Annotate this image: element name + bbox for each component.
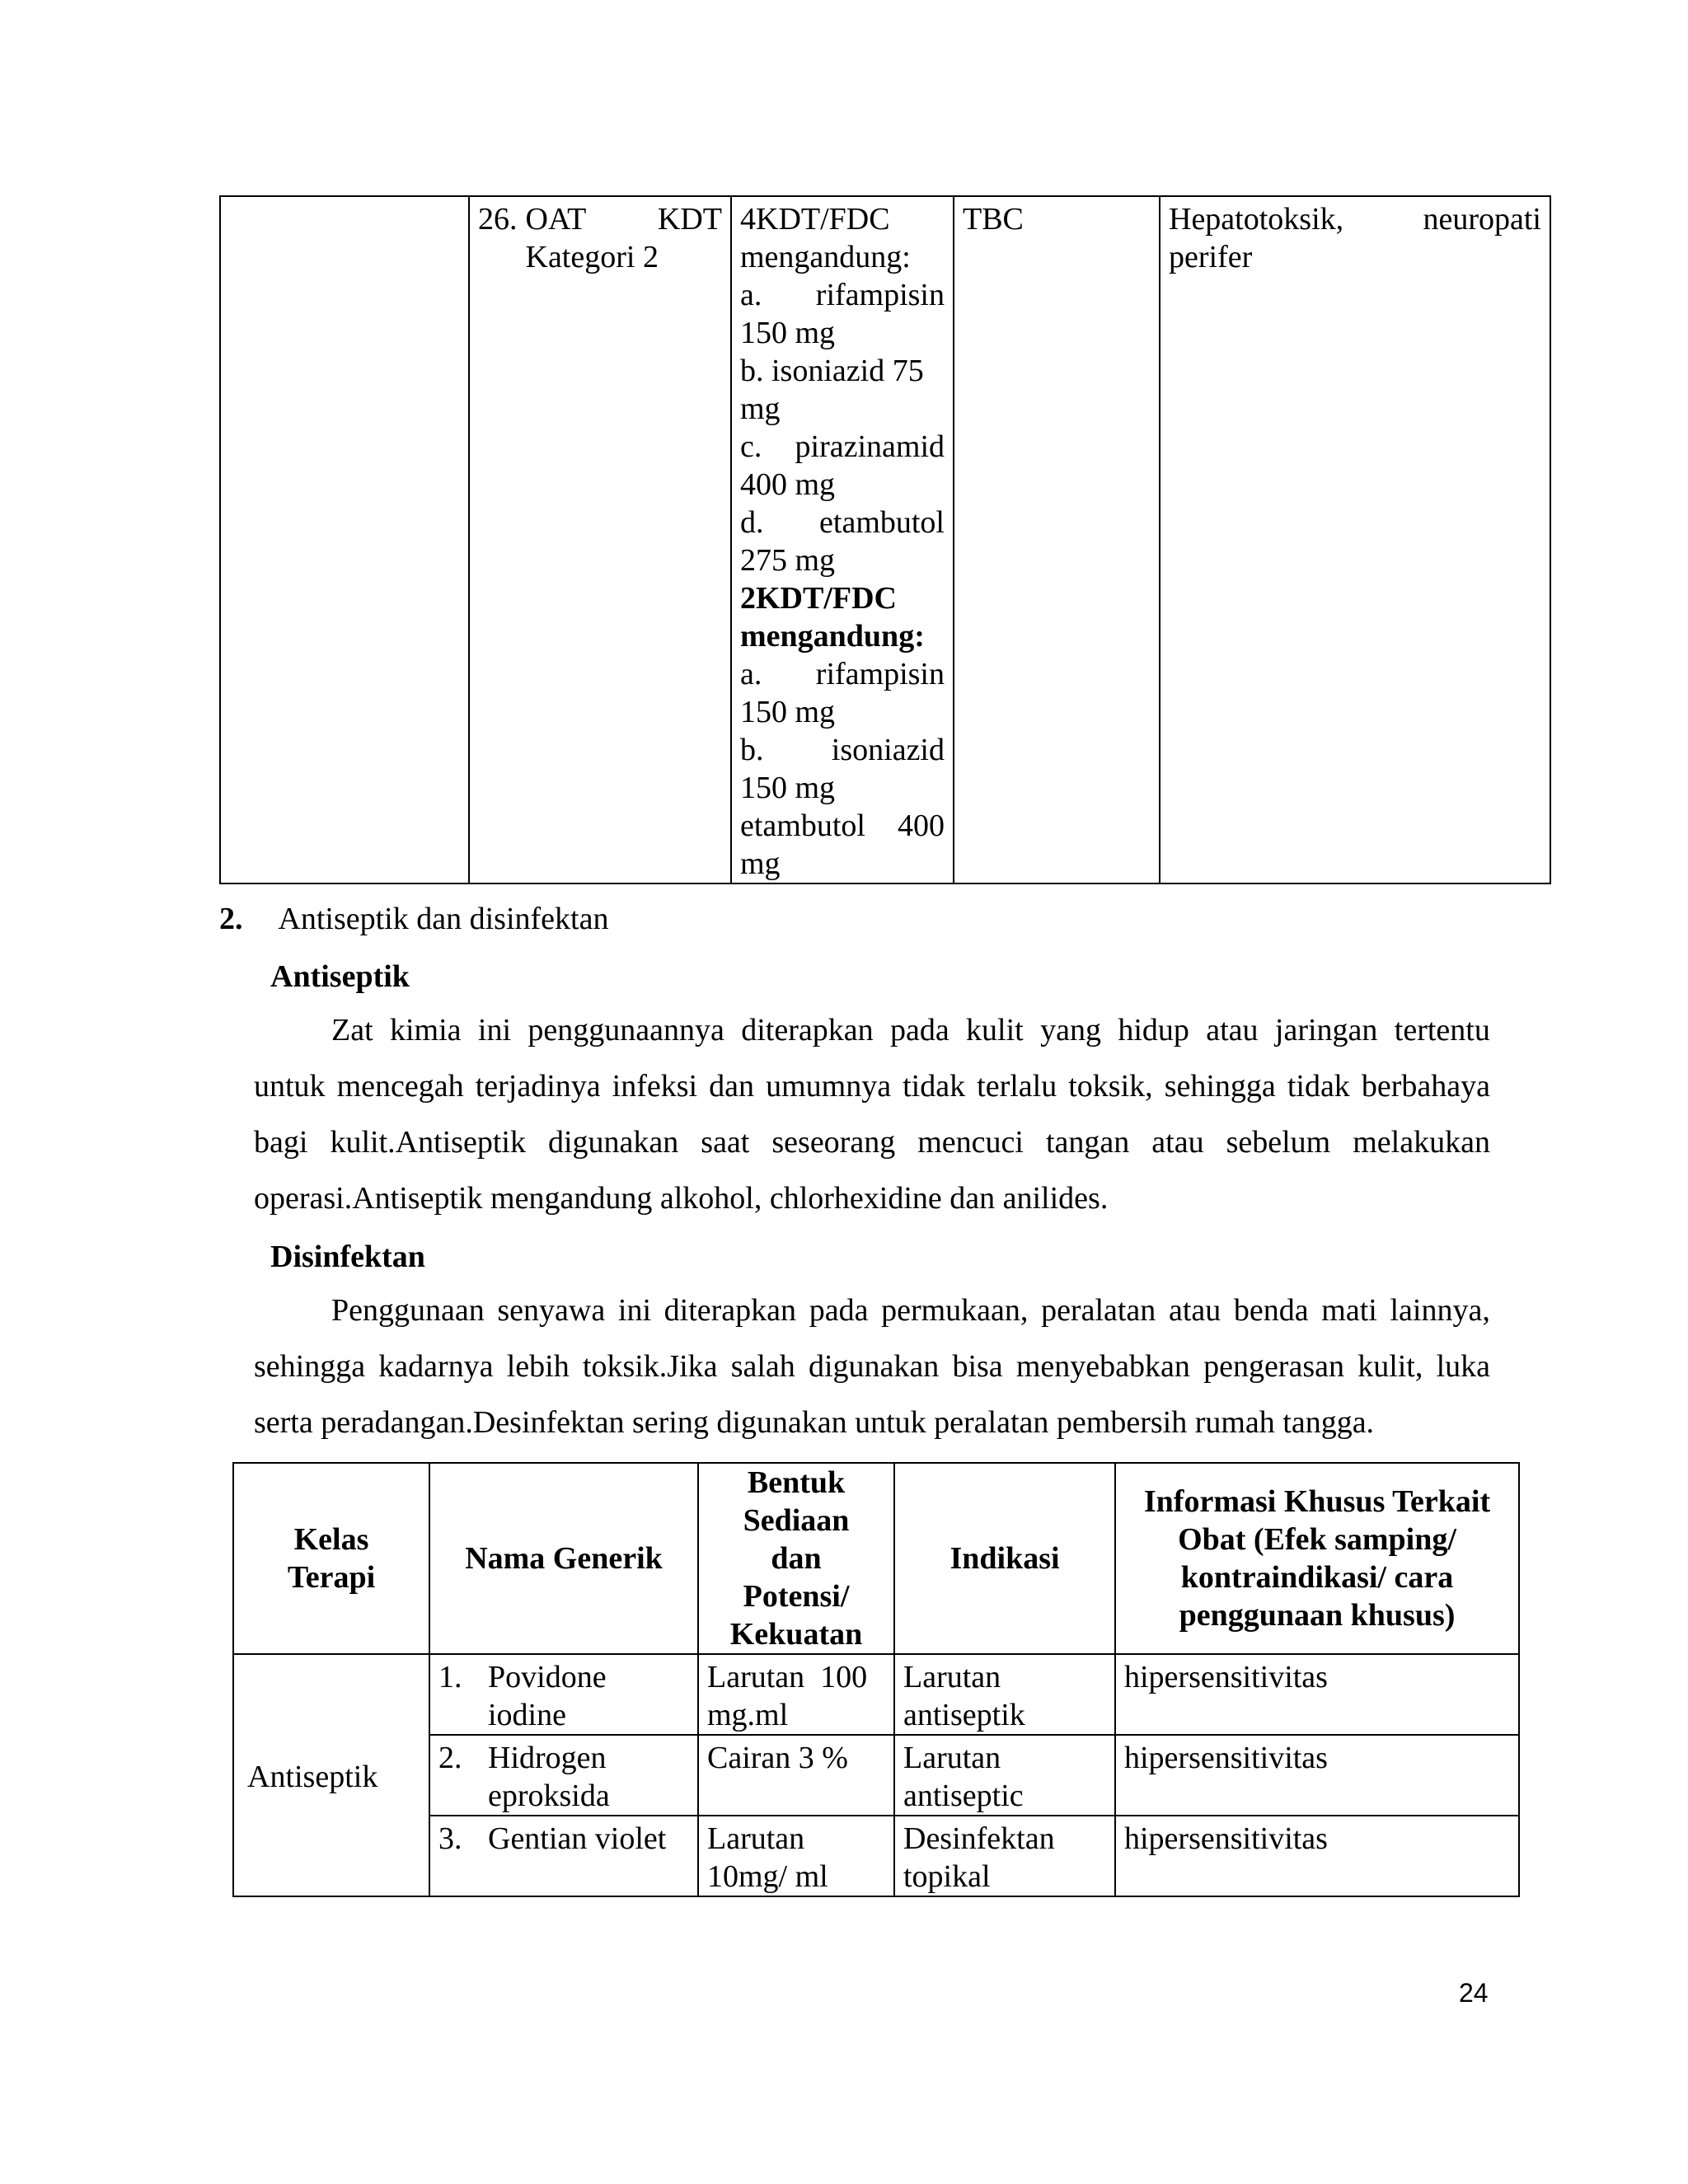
bentuk-line: mengandung:: [740, 619, 925, 654]
header-text: Terapi: [287, 1560, 376, 1595]
indikasi-text: Larutan: [903, 1660, 1001, 1694]
bentuk-text: c.: [740, 429, 762, 464]
kelas-terapi-cell: [220, 196, 469, 883]
bentuk-line: 275 mg: [740, 543, 836, 578]
word: diterapkan: [741, 1013, 874, 1047]
word: kulit,: [1357, 1349, 1423, 1384]
word: ini: [617, 1293, 652, 1328]
bentuk-text: mg.ml: [707, 1698, 789, 1732]
word: atau: [1151, 1125, 1204, 1160]
bentuk-line: 2KDT/FDC: [740, 581, 897, 616]
nama-text: Gentian violet: [488, 1821, 667, 1856]
antiseptik-table: [232, 1462, 1520, 1897]
word: tertentu: [1394, 1013, 1490, 1047]
bentuk-line: 150 mg: [740, 316, 836, 350]
nama-generik-text: KDT: [657, 202, 722, 237]
header-text: kontraindikasi/ cara: [1180, 1560, 1454, 1595]
paragraph-line: [254, 1282, 1490, 1338]
word: seseorang: [771, 1125, 896, 1160]
word: bisa: [952, 1349, 1003, 1384]
word: kadarnya: [378, 1349, 494, 1384]
section-number: 2.: [219, 902, 243, 936]
informasi-khusus-cell: hipersensitivitas: [1115, 1816, 1519, 1896]
info-text: perifer: [1169, 240, 1253, 274]
header-text: Nama Generik: [465, 1541, 663, 1576]
word: terlalu: [977, 1069, 1057, 1104]
indikasi-text: antiseptic: [903, 1779, 1024, 1813]
word: digunakan: [808, 1349, 940, 1384]
nama-generik-cell: [429, 1735, 698, 1816]
header-informasi-khusus: [1115, 1463, 1519, 1654]
word: mencuci: [917, 1125, 1024, 1160]
bentuk-line: mg: [740, 846, 781, 881]
table-header-row: [233, 1463, 1519, 1654]
word: kulit.Antiseptik: [330, 1125, 526, 1160]
bentuk-line: 4KDT/FDC: [740, 202, 890, 237]
word: infeksi: [612, 1069, 698, 1104]
word: toksik.Jika: [582, 1349, 718, 1384]
word: Zat: [331, 1013, 373, 1047]
indikasi-text: Larutan: [903, 1741, 1001, 1775]
word: kimia: [390, 1013, 462, 1047]
header-text: Sediaan: [743, 1503, 850, 1538]
word: yang: [1040, 1013, 1101, 1047]
word: senyawa: [497, 1293, 606, 1328]
bentuk-line: [740, 428, 945, 466]
header-kelas-terapi: [233, 1463, 429, 1654]
word: untuk: [254, 1069, 326, 1104]
nama-generik-cell: [429, 1816, 698, 1896]
word: menyebabkan: [1015, 1349, 1190, 1384]
word: luka: [1436, 1349, 1490, 1384]
bentuk-text: etambutol: [819, 505, 945, 540]
header-text: Bentuk: [747, 1465, 846, 1500]
bentuk-line: mengandung:: [740, 240, 911, 274]
indikasi-text: TBC: [963, 202, 1024, 237]
paragraph-line: operasi.Antiseptik mengandung alkohol, chlorhexidine dan anilides.: [254, 1181, 1109, 1216]
word: penggunaannya: [528, 1013, 724, 1047]
bentuk-sediaan-cell: [698, 1654, 894, 1735]
info-text: Hepatotoksik,: [1169, 202, 1344, 237]
bentuk-text: a.: [740, 278, 762, 312]
paragraph-line: serta peradangan.Desinfektan sering digunakan untuk peralatan pembersih rumah tangga.: [254, 1405, 1375, 1440]
header-text: Kekuatan: [729, 1617, 863, 1652]
word: melakukan: [1353, 1125, 1490, 1160]
bentuk-text: Cairan 3 %: [707, 1741, 848, 1775]
header-indikasi: [894, 1463, 1115, 1654]
word: ini: [477, 1013, 512, 1047]
word: sehingga: [1164, 1069, 1276, 1104]
word: permukaan,: [881, 1293, 1029, 1328]
header-text: Indikasi: [950, 1541, 1060, 1576]
header-text: Kelas: [293, 1522, 369, 1557]
info-text: neuropati: [1423, 202, 1541, 237]
bentuk-text: rifampisin: [815, 657, 945, 691]
bentuk-text: Larutan 100: [707, 1660, 868, 1694]
bentuk-text: 10mg/ ml: [707, 1859, 828, 1894]
bentuk-text: isoniazid: [831, 733, 945, 767]
header-text: Potensi/: [743, 1579, 850, 1614]
indikasi-text: antiseptik: [903, 1698, 1025, 1732]
bentuk-line: [740, 655, 945, 693]
bentuk-text: b.: [740, 733, 764, 767]
paragraph-line: [254, 1114, 1490, 1170]
page-number: 24: [1459, 1978, 1489, 2008]
word: diterapkan: [663, 1293, 797, 1328]
word: tidak: [1287, 1069, 1350, 1104]
bentuk-text: a.: [740, 657, 762, 691]
bentuk-line: [740, 504, 945, 541]
bentuk-sediaan-cell: [698, 1735, 894, 1816]
bentuk-line: 150 mg: [740, 771, 836, 805]
disinfektan-heading: Disinfektan: [270, 1240, 425, 1274]
word: pada: [809, 1293, 869, 1328]
informasi-khusus-cell: hipersensitivitas: [1115, 1654, 1519, 1735]
word: salah: [730, 1349, 795, 1384]
bentuk-text: etambutol: [740, 808, 865, 843]
item-number: 3.: [438, 1821, 462, 1856]
word: tidak: [903, 1069, 966, 1104]
indikasi-text: Desinfektan: [903, 1821, 1055, 1856]
indikasi-text: topikal: [903, 1859, 991, 1894]
word: Penggunaan: [331, 1293, 485, 1328]
nama-generik-cell: [469, 196, 731, 883]
word: mati: [1321, 1293, 1377, 1328]
nama-text: iodine: [488, 1698, 566, 1732]
indikasi-cell: [894, 1654, 1115, 1735]
bentuk-sediaan-cell: [698, 1816, 894, 1896]
bentuk-sediaan-cell: [731, 196, 954, 883]
header-text: Obat (Efek samping/: [1178, 1522, 1456, 1557]
nama-text: Hidrogen: [488, 1741, 607, 1775]
header-text: penggunaan khusus): [1179, 1598, 1456, 1633]
word: mencegah: [336, 1069, 464, 1104]
word: dan: [709, 1069, 755, 1104]
bentuk-line: [740, 276, 945, 314]
nama-text: eproksida: [488, 1779, 610, 1813]
bentuk-line: 400 mg: [740, 467, 836, 502]
nama-generik-text: Kategori 2: [525, 240, 659, 274]
bentuk-text: rifampisin: [815, 278, 945, 312]
header-text: dan: [771, 1541, 822, 1576]
word: atau: [1168, 1293, 1221, 1328]
header-bentuk-sediaan: [698, 1463, 894, 1654]
indikasi-cell: [894, 1735, 1115, 1816]
antiseptik-paragraph: [254, 1002, 1490, 1226]
item-number: 26.: [478, 202, 518, 237]
word: sehingga: [254, 1349, 366, 1384]
item-number: 2.: [438, 1741, 462, 1775]
section-heading: [219, 900, 608, 938]
word: digunakan: [547, 1125, 679, 1160]
paragraph-line: [254, 1058, 1490, 1114]
header-nama-generik: [429, 1463, 698, 1654]
word: lainnya,: [1390, 1293, 1490, 1328]
header-text: Informasi Khusus Terkait: [1143, 1484, 1491, 1519]
informasi-khusus-cell: hipersensitivitas: [1115, 1735, 1519, 1816]
bentuk-text: Larutan: [707, 1821, 805, 1856]
word: benda: [1233, 1293, 1309, 1328]
word: lebih: [506, 1349, 570, 1384]
word: pengerasan: [1203, 1349, 1344, 1384]
word: bagi: [254, 1125, 308, 1160]
word: terjadinya: [475, 1069, 601, 1104]
bentuk-line: mg: [740, 391, 781, 426]
word: jaringan: [1274, 1013, 1378, 1047]
table-row: [233, 1654, 1519, 1735]
bentuk-sediaan-lines: [740, 200, 945, 883]
indikasi-cell: [894, 1816, 1115, 1896]
nama-text: Povidone: [488, 1660, 607, 1694]
word: atau: [1206, 1013, 1259, 1047]
paragraph-line: [254, 1002, 1490, 1058]
word: hidup: [1118, 1013, 1189, 1047]
word: kulit: [966, 1013, 1024, 1047]
obat-table-continuation: [219, 195, 1551, 884]
word: sebelum: [1226, 1125, 1331, 1160]
word: saat: [701, 1125, 750, 1160]
nama-generik-text: OAT: [525, 202, 587, 237]
word: berbahaya: [1361, 1069, 1490, 1104]
word: peralatan: [1041, 1293, 1156, 1328]
disinfektan-paragraph: [254, 1282, 1490, 1451]
informasi-khusus-cell: [1160, 196, 1550, 883]
word: tangan: [1045, 1125, 1130, 1160]
bentuk-text: 400: [898, 808, 945, 843]
bentuk-line: [740, 807, 945, 845]
paragraph-line: [254, 1338, 1490, 1394]
section-title: Antiseptik dan disinfektan: [278, 902, 609, 936]
word: pada: [889, 1013, 950, 1047]
word: umumnya: [766, 1069, 892, 1104]
table-row: [220, 196, 1550, 883]
bentuk-text: pirazinamid: [795, 429, 945, 464]
bentuk-text: d.: [740, 505, 764, 540]
word: toksik,: [1068, 1069, 1153, 1104]
bentuk-line: 150 mg: [740, 695, 836, 729]
nama-generik-cell: [429, 1654, 698, 1735]
item-number: 1.: [438, 1660, 462, 1694]
bentuk-line: [740, 731, 945, 769]
indikasi-cell: [954, 196, 1160, 883]
antiseptik-heading: Antiseptik: [270, 959, 410, 994]
kelas-terapi-cell: Antiseptik: [233, 1654, 429, 1896]
bentuk-line: b. isoniazid 75: [740, 354, 924, 388]
